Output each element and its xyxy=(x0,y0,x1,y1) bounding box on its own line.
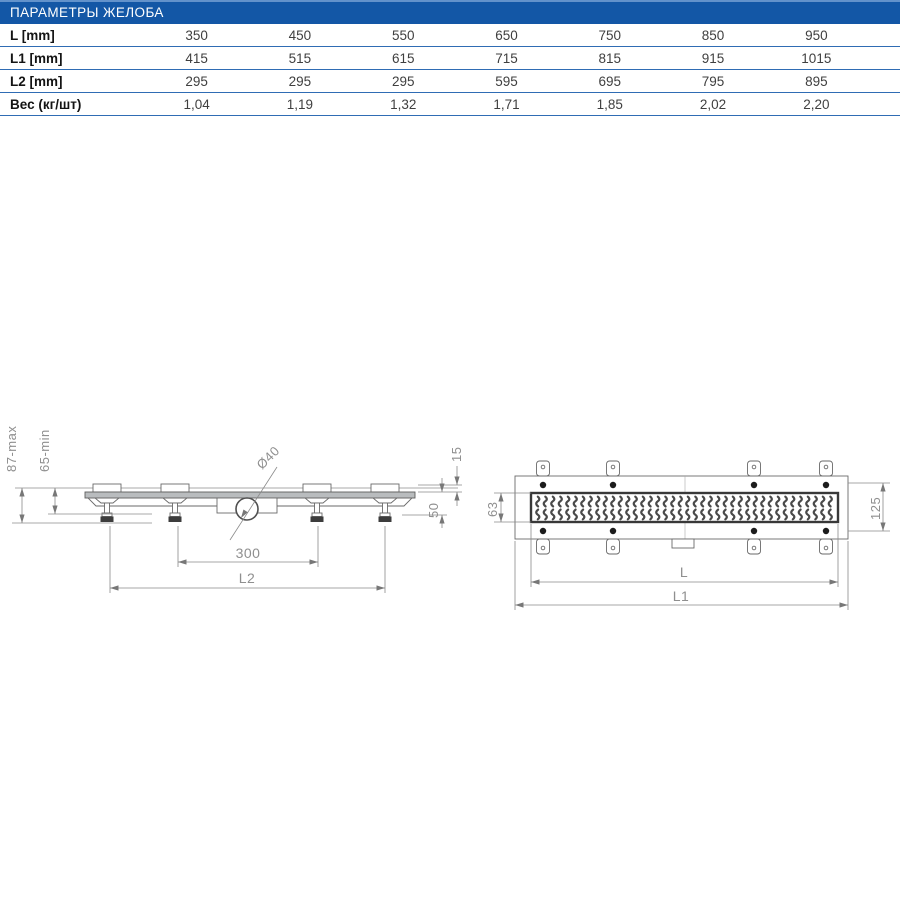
dim-50 xyxy=(402,478,447,528)
dim-125 xyxy=(848,483,890,531)
dim-15-label: 15 xyxy=(449,446,464,462)
cell: 2,20 xyxy=(803,96,830,112)
row-values xyxy=(145,51,868,66)
table-row xyxy=(0,47,900,70)
row-label: Вес (кг/шт) xyxy=(10,96,82,112)
top-view-drawing xyxy=(480,420,900,620)
cell: 715 xyxy=(495,50,518,66)
table-row xyxy=(0,24,900,47)
cell: 895 xyxy=(805,73,828,89)
cell: 795 xyxy=(701,73,725,89)
cell: 615 xyxy=(391,50,415,66)
dim-65-min-label: 65-min xyxy=(37,429,52,472)
cell: 1,19 xyxy=(286,96,314,112)
cell: 1,32 xyxy=(390,96,417,112)
row-label: L [mm] xyxy=(10,27,55,43)
dim-87-max xyxy=(4,426,25,523)
cell: 595 xyxy=(495,73,518,89)
side-view-drawing xyxy=(0,420,470,620)
cell: 550 xyxy=(391,27,415,43)
dim-diameter-label: Ø40 xyxy=(253,443,283,473)
dim-l-label: L xyxy=(679,564,689,580)
cell: 1015 xyxy=(801,50,832,66)
cell: 1,85 xyxy=(596,96,623,112)
dim-87-max-label: 87-max xyxy=(4,425,19,472)
dim-l2-label: L2 xyxy=(238,570,256,586)
cell: 695 xyxy=(598,73,622,89)
row-values xyxy=(145,97,868,112)
cell: 450 xyxy=(288,27,312,43)
cell: 295 xyxy=(288,73,312,89)
cell: 750 xyxy=(598,27,622,43)
spec-sheet xyxy=(0,0,900,116)
table-title: ПАРАМЕТРЫ ЖЕЛОБА xyxy=(10,5,164,20)
dim-50-label: 50 xyxy=(426,502,441,518)
cell: 2,02 xyxy=(699,96,727,112)
cell: 415 xyxy=(185,50,208,66)
row-label: L1 [mm] xyxy=(10,50,63,66)
cell: 1,71 xyxy=(493,96,520,112)
dim-l1-label: L1 xyxy=(672,588,690,604)
grate-top-bar xyxy=(85,492,415,498)
dim-diameter xyxy=(230,443,283,540)
cell: 650 xyxy=(495,27,518,43)
dim-300 xyxy=(178,526,318,567)
row-values xyxy=(145,28,868,43)
cell: 1,04 xyxy=(183,96,210,112)
cell: 850 xyxy=(701,27,725,43)
table-title-bar xyxy=(0,0,900,24)
cell: 350 xyxy=(185,27,208,43)
dim-63-label: 63 xyxy=(485,501,500,517)
table-row xyxy=(0,93,900,116)
row-values xyxy=(145,74,868,89)
cell: 815 xyxy=(598,50,622,66)
table-row xyxy=(0,70,900,93)
cell: 295 xyxy=(185,73,208,89)
cell: 950 xyxy=(805,27,828,43)
cell: 915 xyxy=(701,50,725,66)
row-label: L2 [mm] xyxy=(10,73,63,89)
dim-65-min xyxy=(37,429,58,514)
dim-300-label: 300 xyxy=(235,545,261,561)
outlet-stub xyxy=(672,539,694,548)
dim-125-label: 125 xyxy=(868,496,883,520)
cell: 515 xyxy=(288,50,312,66)
dim-15 xyxy=(418,447,464,506)
cell: 295 xyxy=(391,73,415,89)
